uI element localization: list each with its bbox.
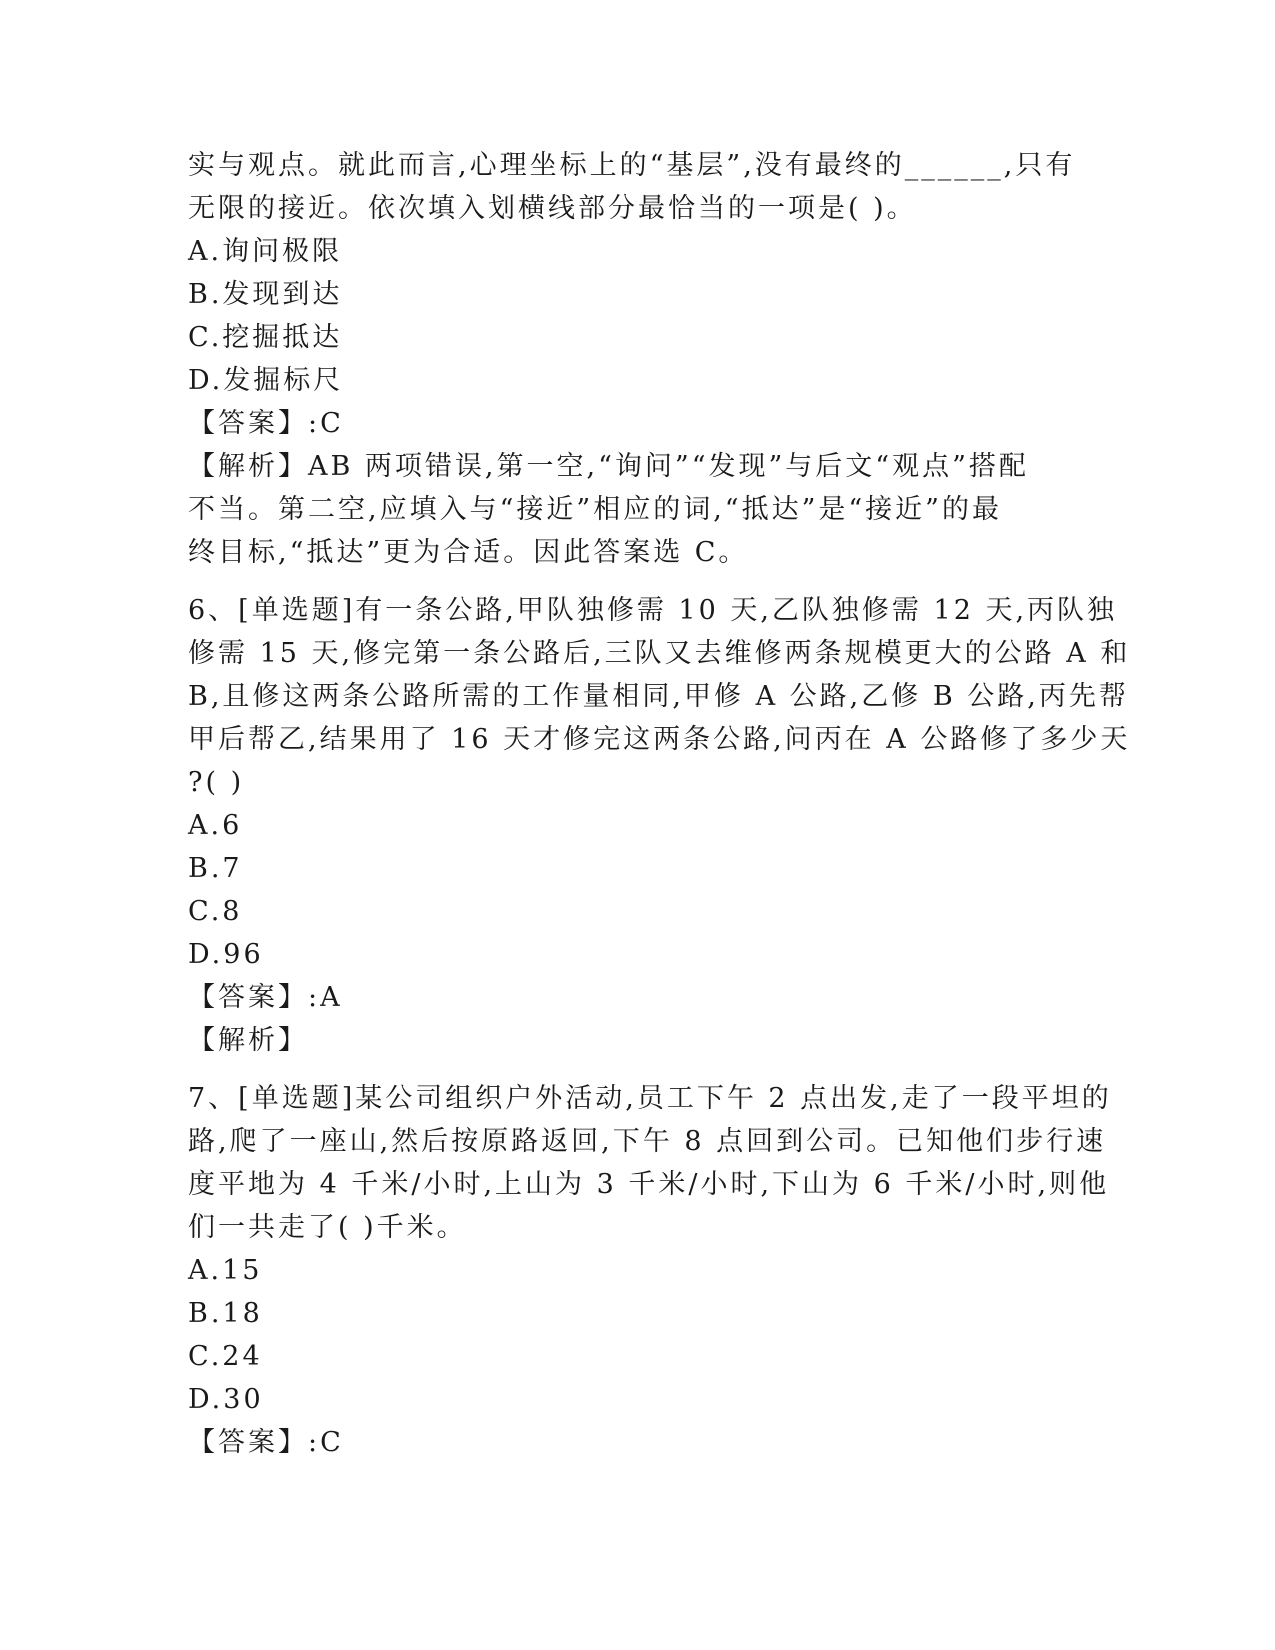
answer-line: 【答案】:A <box>188 982 343 1013</box>
option-d: D.发掘标尺 <box>188 365 344 396</box>
spacer <box>188 574 1088 589</box>
option-a: A.15 <box>188 1255 263 1286</box>
answer-line: 【答案】:C <box>188 408 344 439</box>
question-stem-line: 路,爬了一座山,然后按原路返回,下午 8 点回到公司。已知他们步行速 <box>188 1126 1107 1157</box>
option-d: D.30 <box>188 1384 264 1415</box>
question-stem-line: 7、[单选题]某公司组织户外活动,员工下午 2 点出发,走了一段平坦的 <box>188 1083 1112 1114</box>
option-d: D.96 <box>188 939 264 970</box>
question-stem-line: 甲后帮乙,结果用了 16 天才修完这两条公路,问丙在 A 公路修了多少天 <box>188 724 1131 755</box>
question-stem-line: 6、[单选题]有一条公路,甲队独修需 10 天,乙队独修需 12 天,丙队独 <box>188 595 1118 626</box>
question-6 <box>188 589 1131 1062</box>
question-stem-line: 实与观点。就此而言,心理坐标上的“基层”,没有最终的______,只有 <box>188 150 1076 181</box>
question-stem-line: B,且修这两条公路所需的工作量相同,甲修 A 公路,乙修 B 公路,丙先帮 <box>188 681 1129 712</box>
question-content <box>188 144 1131 1464</box>
option-b: B.发现到达 <box>188 279 343 310</box>
analysis-line: 【解析】AB 两项错误,第一空,“询问”“发现”与后文“观点”搭配 <box>188 451 1029 482</box>
question-stem-line: 们一共走了( )千米。 <box>188 1212 467 1243</box>
answer-line: 【答案】:C <box>188 1427 344 1458</box>
option-a: A.询问极限 <box>188 236 343 267</box>
question-stem-line: ?( ) <box>188 767 245 798</box>
question-7 <box>188 1077 1112 1464</box>
option-c: C.8 <box>188 896 243 927</box>
option-c: C.挖掘抵达 <box>188 322 343 353</box>
option-b: B.18 <box>188 1298 263 1329</box>
analysis-line: 不当。第二空,应填入与“接近”相应的词,“抵达”是“接近”的最 <box>188 494 1002 525</box>
option-a: A.6 <box>188 810 243 841</box>
question-5 <box>188 144 1088 574</box>
question-stem-line: 度平地为 4 千米/小时,上山为 3 千米/小时,下山为 6 千米/小时,则他 <box>188 1169 1110 1200</box>
question-stem-line: 修需 15 天,修完第一条公路后,三队又去维修两条规模更大的公路 A 和 <box>188 638 1131 669</box>
option-b: B.7 <box>188 853 243 884</box>
option-c: C.24 <box>188 1341 263 1372</box>
analysis-line: 【解析】 <box>188 1025 308 1056</box>
spacer <box>188 1062 1088 1077</box>
question-stem-line: 无限的接近。依次填入划横线部分最恰当的一项是( )。 <box>188 193 917 224</box>
analysis-line: 终目标,“抵达”更为合适。因此答案选 C。 <box>188 537 749 568</box>
